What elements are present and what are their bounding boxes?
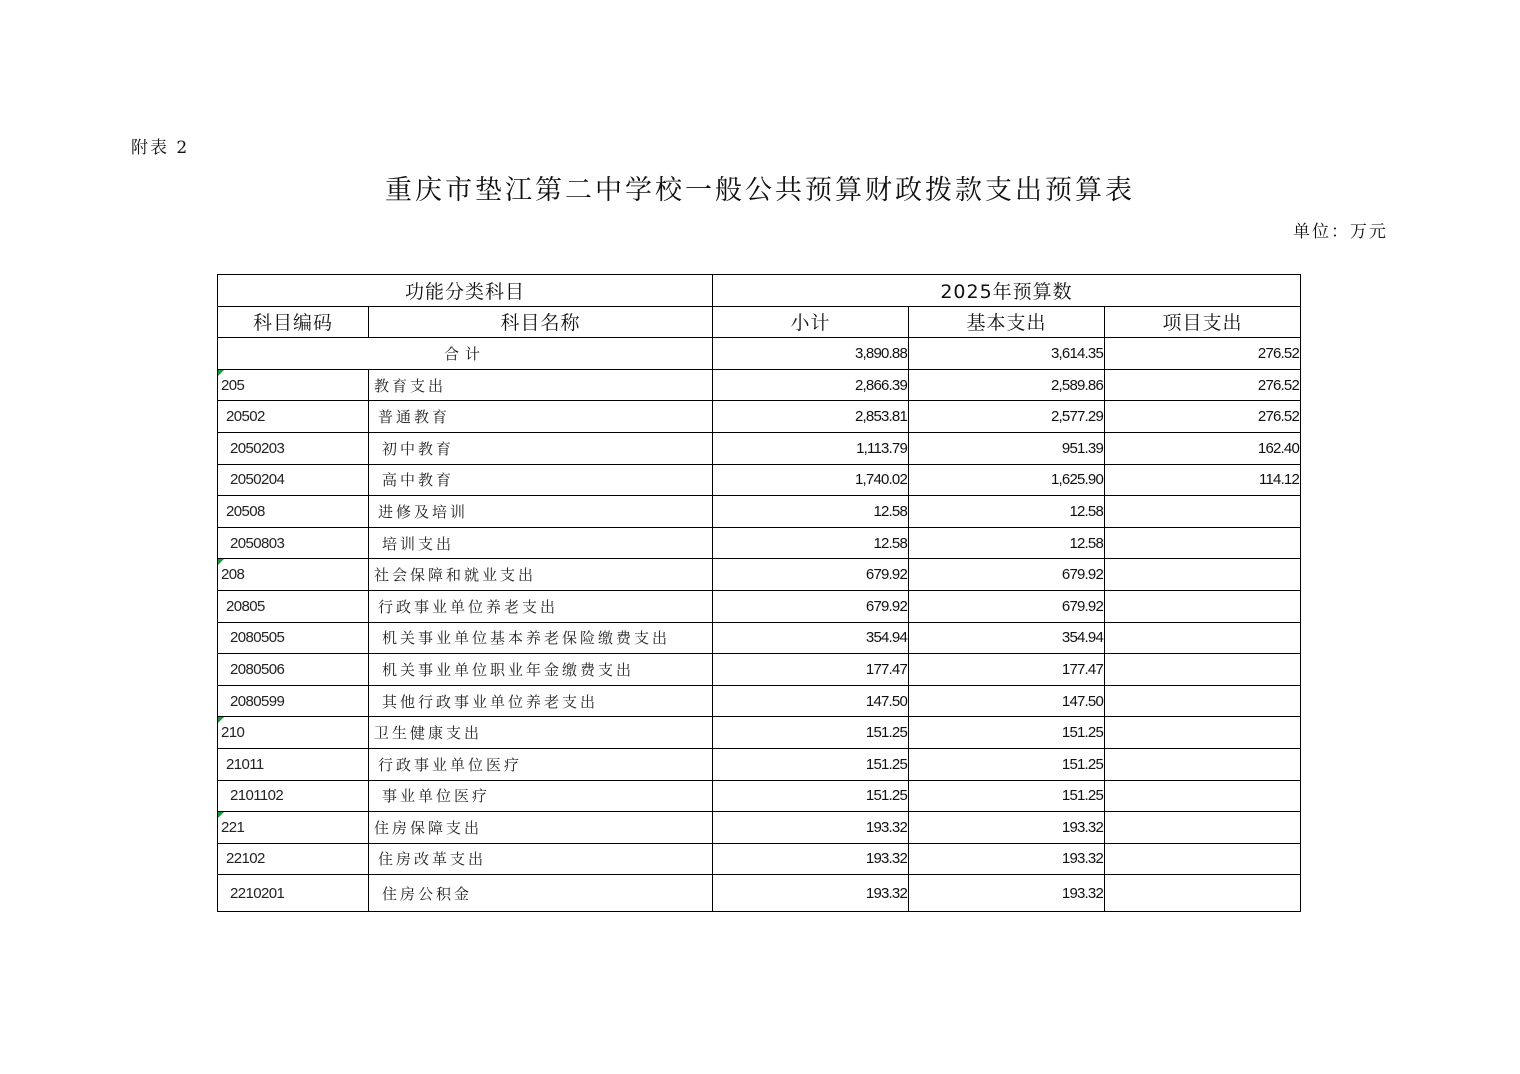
total-project: 276.52 — [1105, 338, 1301, 370]
row-project: 276.52 — [1105, 401, 1301, 433]
row-name: 初中教育 — [369, 432, 713, 464]
table-row — [218, 622, 1301, 654]
row-name: 进修及培训 — [369, 496, 713, 528]
row-name: 社会保障和就业支出 — [369, 559, 713, 591]
row-subtotal: 151.25 — [713, 717, 909, 749]
document-title: 重庆市垫江第二中学校一般公共预算财政拨款支出预算表 — [385, 175, 1135, 206]
row-subtotal: 354.94 — [713, 622, 909, 654]
table-row — [218, 717, 1301, 749]
row-name: 卫生健康支出 — [369, 717, 713, 749]
row-subtotal: 12.58 — [713, 527, 909, 559]
row-name: 高中教育 — [369, 464, 713, 496]
row-basic: 12.58 — [909, 496, 1105, 528]
table-row — [218, 654, 1301, 686]
row-code: 2050203 — [218, 432, 369, 464]
row-project — [1105, 843, 1301, 875]
row-code: 22102 — [218, 843, 369, 875]
row-subtotal: 2,866.39 — [713, 369, 909, 401]
row-code: 221 — [218, 812, 369, 844]
row-name: 培训支出 — [369, 527, 713, 559]
table-row — [218, 748, 1301, 780]
table-row — [218, 432, 1301, 464]
row-basic: 12.58 — [909, 527, 1105, 559]
table-row — [218, 527, 1301, 559]
row-name: 其他行政事业单位养老支出 — [369, 685, 713, 717]
header-code: 科目编码 — [218, 306, 369, 338]
row-project — [1105, 622, 1301, 654]
row-name: 事业单位医疗 — [369, 780, 713, 812]
row-name: 机关事业单位职业年金缴费支出 — [369, 654, 713, 686]
row-project — [1105, 812, 1301, 844]
row-name: 住房改革支出 — [369, 843, 713, 875]
row-basic: 2,589.86 — [909, 369, 1105, 401]
row-basic: 679.92 — [909, 590, 1105, 622]
row-subtotal: 151.25 — [713, 748, 909, 780]
annex-label: 附表 2 — [131, 138, 190, 158]
header-project: 项目支出 — [1105, 306, 1301, 338]
header-function-category: 功能分类科目 — [218, 275, 713, 307]
row-name: 住房公积金 — [369, 875, 713, 912]
row-code: 2210201 — [218, 875, 369, 912]
row-subtotal: 12.58 — [713, 496, 909, 528]
row-name: 行政事业单位养老支出 — [369, 590, 713, 622]
table-row — [218, 401, 1301, 433]
row-code: 205 — [218, 369, 369, 401]
row-code: 2050204 — [218, 464, 369, 496]
row-basic: 2,577.29 — [909, 401, 1105, 433]
table-row — [218, 369, 1301, 401]
table-row — [218, 590, 1301, 622]
row-basic: 147.50 — [909, 685, 1105, 717]
row-code: 20508 — [218, 496, 369, 528]
row-basic: 354.94 — [909, 622, 1105, 654]
row-project: 162.40 — [1105, 432, 1301, 464]
header-name: 科目名称 — [369, 306, 713, 338]
row-project — [1105, 717, 1301, 749]
row-basic: 1,625.90 — [909, 464, 1105, 496]
table-row — [218, 559, 1301, 591]
row-subtotal: 2,853.81 — [713, 401, 909, 433]
row-project — [1105, 748, 1301, 780]
header-basic: 基本支出 — [909, 306, 1105, 338]
table-row — [218, 464, 1301, 496]
row-code: 210 — [218, 717, 369, 749]
row-code: 20805 — [218, 590, 369, 622]
row-basic: 193.32 — [909, 812, 1105, 844]
row-name: 机关事业单位基本养老保险缴费支出 — [369, 622, 713, 654]
row-subtotal: 177.47 — [713, 654, 909, 686]
row-name: 教育支出 — [369, 369, 713, 401]
row-project — [1105, 527, 1301, 559]
row-basic: 193.32 — [909, 843, 1105, 875]
row-subtotal: 193.32 — [713, 875, 909, 912]
row-name: 行政事业单位医疗 — [369, 748, 713, 780]
row-project — [1105, 559, 1301, 591]
row-subtotal: 1,113.79 — [713, 432, 909, 464]
row-name: 普通教育 — [369, 401, 713, 433]
row-code: 21011 — [218, 748, 369, 780]
row-subtotal: 1,740.02 — [713, 464, 909, 496]
row-basic: 193.32 — [909, 875, 1105, 912]
row-project — [1105, 780, 1301, 812]
row-code: 2080599 — [218, 685, 369, 717]
row-project: 276.52 — [1105, 369, 1301, 401]
row-basic: 951.39 — [909, 432, 1105, 464]
unit-label: 单位：万元 — [1293, 222, 1388, 242]
row-basic: 679.92 — [909, 559, 1105, 591]
header-column-row — [218, 306, 1301, 338]
row-basic: 151.25 — [909, 717, 1105, 749]
row-project — [1105, 654, 1301, 686]
total-basic: 3,614.35 — [909, 338, 1105, 370]
row-subtotal: 151.25 — [713, 780, 909, 812]
table-row — [218, 685, 1301, 717]
row-subtotal: 679.92 — [713, 590, 909, 622]
total-subtotal: 3,890.88 — [713, 338, 909, 370]
row-code: 2080505 — [218, 622, 369, 654]
row-project — [1105, 496, 1301, 528]
row-name: 住房保障支出 — [369, 812, 713, 844]
row-code: 2050803 — [218, 527, 369, 559]
table-row — [218, 812, 1301, 844]
row-code: 20502 — [218, 401, 369, 433]
row-basic: 177.47 — [909, 654, 1105, 686]
row-subtotal: 147.50 — [713, 685, 909, 717]
header-group-row — [218, 275, 1301, 307]
row-subtotal: 193.32 — [713, 812, 909, 844]
row-code: 2080506 — [218, 654, 369, 686]
row-code: 2101102 — [218, 780, 369, 812]
row-basic: 151.25 — [909, 748, 1105, 780]
row-project — [1105, 875, 1301, 912]
row-subtotal: 193.32 — [713, 843, 909, 875]
row-basic: 151.25 — [909, 780, 1105, 812]
table-row — [218, 875, 1301, 912]
total-row — [218, 338, 1301, 370]
row-project: 114.12 — [1105, 464, 1301, 496]
table-row — [218, 496, 1301, 528]
row-code: 208 — [218, 559, 369, 591]
row-project — [1105, 685, 1301, 717]
budget-table — [217, 274, 1301, 912]
header-subtotal: 小计 — [713, 306, 909, 338]
row-project — [1105, 590, 1301, 622]
table-row — [218, 780, 1301, 812]
total-label: 合计 — [218, 338, 713, 370]
header-budget-2025: 2025年预算数 — [713, 275, 1301, 307]
row-subtotal: 679.92 — [713, 559, 909, 591]
table-row — [218, 843, 1301, 875]
